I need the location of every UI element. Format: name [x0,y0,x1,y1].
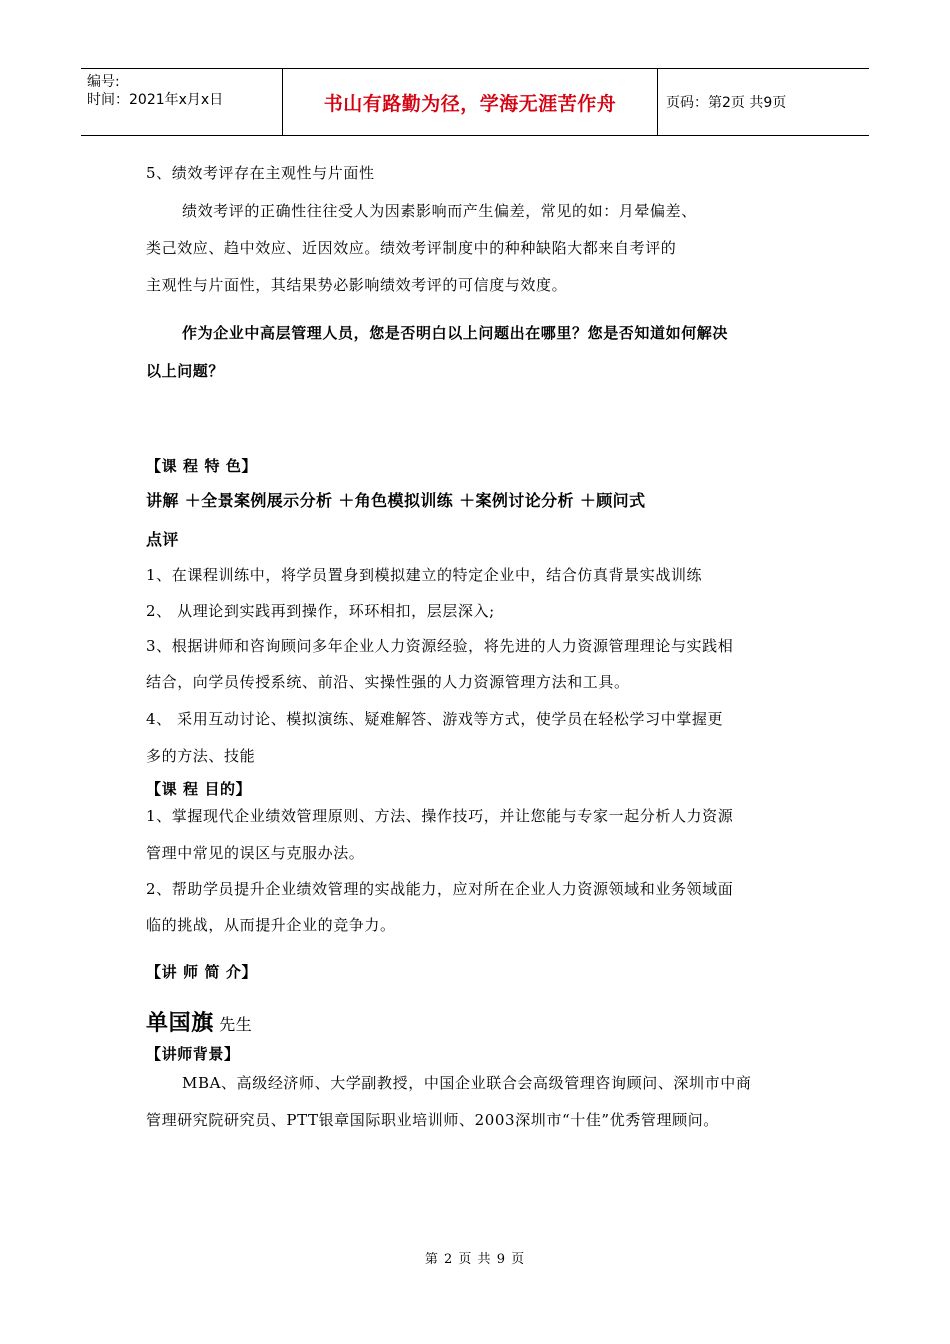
header-motto: 书山有路勤为径，学海无涯苦作舟 [323,92,617,115]
feature-item-1: 1、在课程训练中，将学员置身到模拟建立的特定企业中，结合仿真背景实战训练 [146,566,703,584]
point5-line-1: 绩效考评的正确性往往受人为因素影响而产生偏差，常见的如：月晕偏差、 [182,202,697,220]
feature-item-3-cont: 结合，向学员传授系统、前沿、实操性强的人力资源管理方法和工具。 [146,673,630,691]
document-number-label: 编号: [87,74,120,90]
feature-item-2: 2、 从理论到实践再到操作，环环相扣，层层深入; [146,602,495,620]
header-info-cell [81,69,283,135]
instructor-name-line [146,1006,252,1037]
feature-item-4: 4、 采用互动讨论、模拟演练、疑难解答、游戏等方式，使学员在轻松学习中掌握更 [146,710,724,728]
document-time-label: 时间：2021年x月x日 [87,92,224,108]
instructor-name: 单国旗 [146,1011,214,1036]
goal-item-2: 2、帮助学员提升企业绩效管理的实战能力，应对所在企业人力资源领域和业务领域面 [146,880,734,898]
goals-heading: 【课 程 目的】 [146,780,252,798]
feature-item-4-cont: 多的方法、技能 [146,747,256,765]
goal-item-1-cont: 管理中常见的误区与克服办法。 [146,844,365,862]
question-line-2: 以上问题？ [146,362,225,380]
goal-item-1: 1、掌握现代企业绩效管理原则、方法、操作技巧，并让您能与专家一起分析人力资源 [146,807,734,825]
background-line-1: MBA、高级经济师、大学副教授，中国企业联合会高级管理咨询顾问、深圳市中商 [182,1074,752,1092]
point5-title: 5、绩效考评存在主观性与片面性 [146,164,375,182]
instructor-title: 先生 [219,1015,253,1034]
goal-item-2-cont: 临的挑战，从而提升企业的竞争力。 [146,916,396,934]
features-line-1: 讲解 ＋全景案例展示分析 ＋角色模拟训练 ＋案例讨论分析 ＋顾问式 [146,491,646,510]
background-line-2: 管理研究院研究员、PTT银章国际职业培训师、2003深圳市“十佳”优秀管理顾问。 [146,1111,719,1129]
feature-item-3: 3、根据讲师和咨询顾问多年企业人力资源经验，将先进的人力资源管理理论与实践相 [146,637,734,655]
point5-line-2: 类己效应、趋中效应、近因效应。绩效考评制度中的种种缺陷大都来自考评的 [146,239,677,257]
background-heading: 【讲师背景】 [146,1045,240,1063]
page-header [81,68,869,136]
header-motto-cell [283,69,658,135]
header-page-cell [658,69,869,135]
instructor-heading: 【讲 师 简 介】 [146,963,258,981]
features-line-2: 点评 [146,530,179,549]
point5-line-3: 主观性与片面性，其结果势必影响绩效考评的可信度与效度。 [146,276,568,294]
features-heading: 【课 程 特 色】 [146,457,258,475]
header-page-number: 页码：第2页 共9页 [666,95,787,111]
question-line-1: 作为企业中高层管理人员，您是否明白以上问题出在哪里？您是否知道如何解决 [182,324,729,342]
page-footer: 第 2 页 共 9 页 [424,1252,526,1267]
